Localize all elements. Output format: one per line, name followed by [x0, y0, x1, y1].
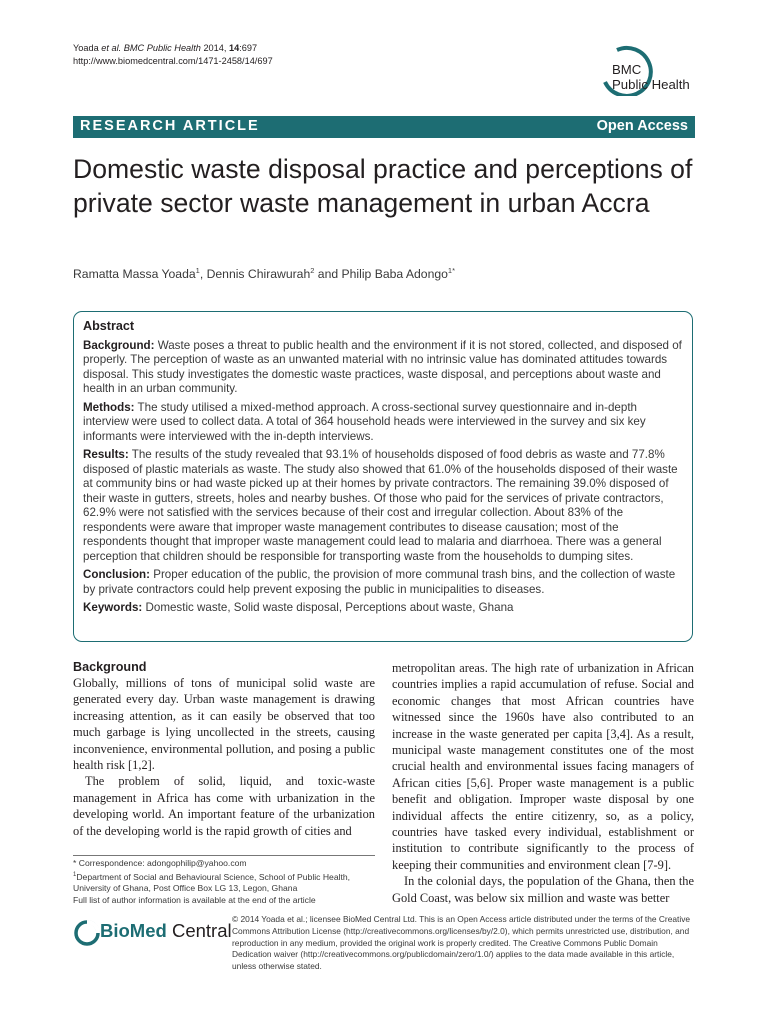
abstract-text: The study utilised a mixed-method approach. A cross-sectional survey questionnaire and in-depth interview were used to collect data. A total of 364 household heads were interviewed in the survey and six key informants were interviewed with the in-depth interviews. [83, 400, 646, 443]
article-title: Domestic waste disposal practice and perceptions of private sector waste management in urban Accra [73, 154, 693, 218]
author-name: Ramatta Massa Yoada [73, 267, 196, 282]
publisher-name-plain: Central [166, 920, 232, 941]
abstract-label: Background: [83, 338, 155, 352]
abstract-label: Conclusion: [83, 568, 150, 581]
footnotes [73, 858, 377, 907]
abstract-keywords [83, 601, 683, 616]
journal-logo-text [612, 62, 690, 92]
license-statement: © 2014 Yoada et al.; licensee BioMed Central Ltd. This is an Open Access article distributed under the terms of the Creative Commons Attribution License (http://creativecommons.org/licenses/by/2.0), which permits unrestricted use, distribution, and reproduction in any medium, provided the original work is properly credited. The Creative Commons Public Domain Dedication waiver (http://creativecommons.org/publicdomain/zero/1.0/) applies to the data made available in this article, unless otherwise stated. [232, 914, 691, 972]
citation-article: :697 [239, 43, 258, 53]
affiliation-note [73, 870, 377, 895]
abstract-text: The results of the study revealed that 93.1% of households disposed of food debris as waste and 77.8% disposed of plastic materials as waste. The study also showed that 61.0% of the households disposed of their waste at community bins or had waste picked up at their homes by private contractors. The remaining 39.0% disposed of their waste in gutters, streets, holes and nearby bushes. Of those who paid for the services of private contractors, 62.9% were not satisfied with the services because of their cost and irregular collection. About 83% of the respondents were aware that improper waste management contributes to disease causation; most of the respondents thought that improper waste management could lead to malaria and diarrhoea. There was a general perception that children should be responsible for transporting waste from the households to dumping sites. [83, 448, 678, 563]
open-access-label: Open Access [596, 118, 688, 134]
body-paragraph: In the colonial days, the population of the Ghana, then the Gold Coast, was below six million and waste was better [392, 874, 694, 905]
author-list [73, 266, 455, 281]
citation-year: 2014, [203, 43, 227, 53]
abstract-label: Results: [83, 448, 129, 461]
abstract-background [83, 339, 683, 397]
logo-line-1: BMC [612, 62, 642, 77]
citation-volume: 14 [229, 43, 240, 53]
abstract-label: Methods: [83, 400, 135, 414]
abstract-label: Keywords: [83, 601, 143, 614]
body-paragraph: Globally, millions of tons of municipal solid waste are generated every day. Urban waste management is drawing increasing attention, as it can easily be observed that too much garbage is lying uncollected in the streets, causing inconvenience, environmental pollution, and posing a public health risk [1,2]. [73, 676, 375, 773]
affiliation-mark: 1 [73, 871, 77, 878]
abstract-text: Proper education of the public, the provision of more communal trash bins, and the collection of waste by private contractors could help prevent exposing the public in municipalities to diseases. [83, 568, 676, 596]
body-right-column [392, 660, 694, 906]
author-affiliation-mark: 1* [447, 266, 455, 275]
abstract-conclusion [83, 568, 683, 597]
author-affiliation-mark: 2 [310, 266, 315, 275]
abstract-methods [83, 401, 683, 445]
article-url[interactable]: http://www.biomedcentral.com/1471-2458/14/697 [73, 56, 273, 66]
article-type-banner [73, 116, 695, 138]
author-name: and Philip Baba Adongo [314, 267, 448, 282]
section-heading: Background [73, 660, 147, 674]
citation-header [73, 42, 273, 68]
citation-line [73, 42, 273, 55]
author-affiliation-mark: 1 [195, 266, 200, 275]
body-left-column [73, 659, 375, 839]
correspondence-note: * Correspondence: adongophilip@yahoo.com [73, 858, 247, 868]
citation-authors: Yoada [73, 43, 99, 53]
body-paragraph: metropolitan areas. The high rate of urbanization in African countries implies a rapid accumulation of refuse. Social and economic changes that most African countries have witnessed since the 1960s have also contributed to an increase in the waste generated per capita [3,4]. As a result, municipal waste management constitutes one of the most crucial health and environmental issues facing managers of African cities [5,6]. Proper waste management is a public benefit and obligation. Improper waste disposal by one individual affects the entire citizenry, so, as a policy, countries have tasked every individual, establishment or institution to contribute significantly to the process of keeping their communities and environment clean [7-9]. [392, 661, 694, 872]
affiliation-text: Department of Social and Behavioural Science, School of Public Health, University of Ghana, Post Office Box LG 13, Legon, Ghana [73, 871, 351, 894]
publisher-name-bold: BioMed [100, 920, 167, 941]
body-paragraph: The problem of solid, liquid, and toxic-waste management in Africa has come with urbanization in the developing world. An important feature of the urbanization of the developing world is the rapid growth of cities and [73, 774, 375, 838]
logo-line-2: Public Health [612, 77, 690, 92]
abstract-results [83, 448, 683, 564]
citation-journal: et al. BMC Public Health [101, 43, 201, 53]
article-type-label: RESEARCH ARTICLE [80, 118, 260, 134]
footnote-divider [73, 855, 375, 856]
author-info-note: Full list of author information is available at the end of the article [73, 895, 316, 906]
author-name: , Dennis Chirawurah [199, 267, 311, 282]
abstract-box [73, 311, 693, 642]
abstract-text: Domestic waste, Solid waste disposal, Perceptions about waste, Ghana [142, 601, 514, 614]
abstract-text: Waste poses a threat to public health and the environment if it is not stored, collected, and disposed of properly. The perception of waste as an unwanted material with no intrinsic value has dominated attitudes towards disposal. This study investigates the domestic waste practices, waste disposal, and perceptions about waste and health in an urban community. [83, 338, 682, 395]
publisher-logo-text [100, 920, 232, 942]
abstract-heading: Abstract [83, 319, 135, 333]
